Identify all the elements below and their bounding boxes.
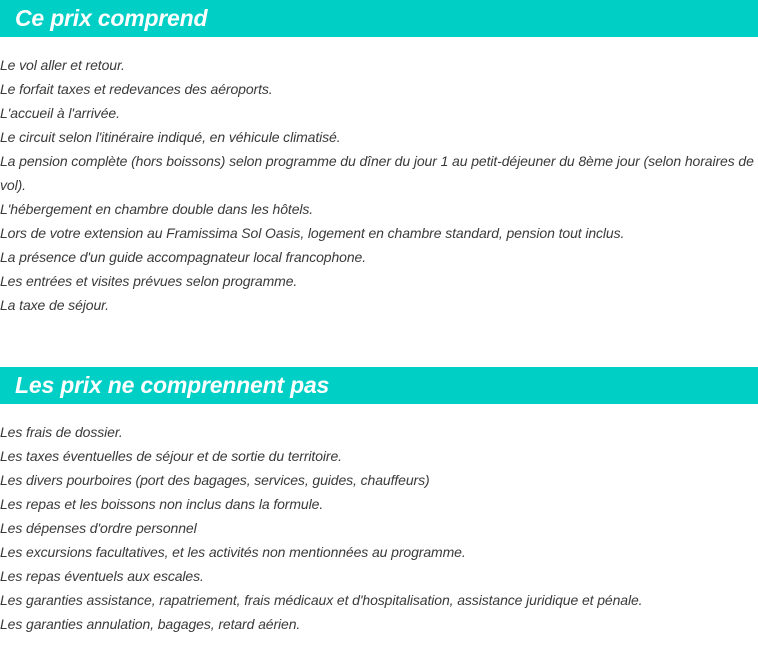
list-item: Les garanties annulation, bagages, retard aérien. [0, 616, 301, 632]
list-item: Les repas éventuels aux escales. [0, 568, 204, 584]
list-item: Les taxes éventuelles de séjour et de sortie du territoire. [0, 448, 342, 464]
list-item: Les repas et les boissons non inclus dans la formule. [0, 496, 324, 512]
list-item: Les garanties assistance, rapatriement, frais médicaux et d'hospitalisation, assistance juridique et pénale. [0, 592, 643, 608]
list-item: Les excursions facultatives, et les activités non mentionnées au programme. [0, 544, 466, 560]
list-item: Le forfait taxes et redevances des aéroports. [0, 81, 273, 97]
section-title-included: Ce prix comprend [15, 5, 208, 31]
list-item: Les dépenses d'ordre personnel [0, 520, 197, 536]
list-item: L'accueil à l'arrivée. [0, 105, 120, 121]
section-title-excluded: Les prix ne comprennent pas [15, 372, 330, 398]
list-item: Les divers pourboires (port des bagages, services, guides, chauffeurs) [0, 472, 430, 488]
section-header-included [0, 0, 758, 37]
list-item: Les entrées et visites prévues selon programme. [0, 273, 298, 289]
list-item: La pension complète (hors boissons) selon programme du dîner du jour 1 au petit-déjeuner du 8ème jour (selon horaires de vol). [0, 153, 754, 193]
list-item: L'hébergement en chambre double dans les hôtels. [0, 201, 314, 217]
list-item: Lors de votre extension au Framissima Sol Oasis, logement en chambre standard, pension tout inclus. [0, 225, 625, 241]
list-item: Les frais de dossier. [0, 424, 123, 440]
list-item: La taxe de séjour. [0, 297, 109, 313]
section-header-excluded [0, 367, 758, 404]
included-list [0, 53, 756, 317]
list-item: Le vol aller et retour. [0, 57, 125, 73]
excluded-list [0, 420, 756, 636]
list-item: La présence d'un guide accompagnateur local francophone. [0, 249, 367, 265]
list-item: Le circuit selon l'itinéraire indiqué, en véhicule climatisé. [0, 129, 341, 145]
